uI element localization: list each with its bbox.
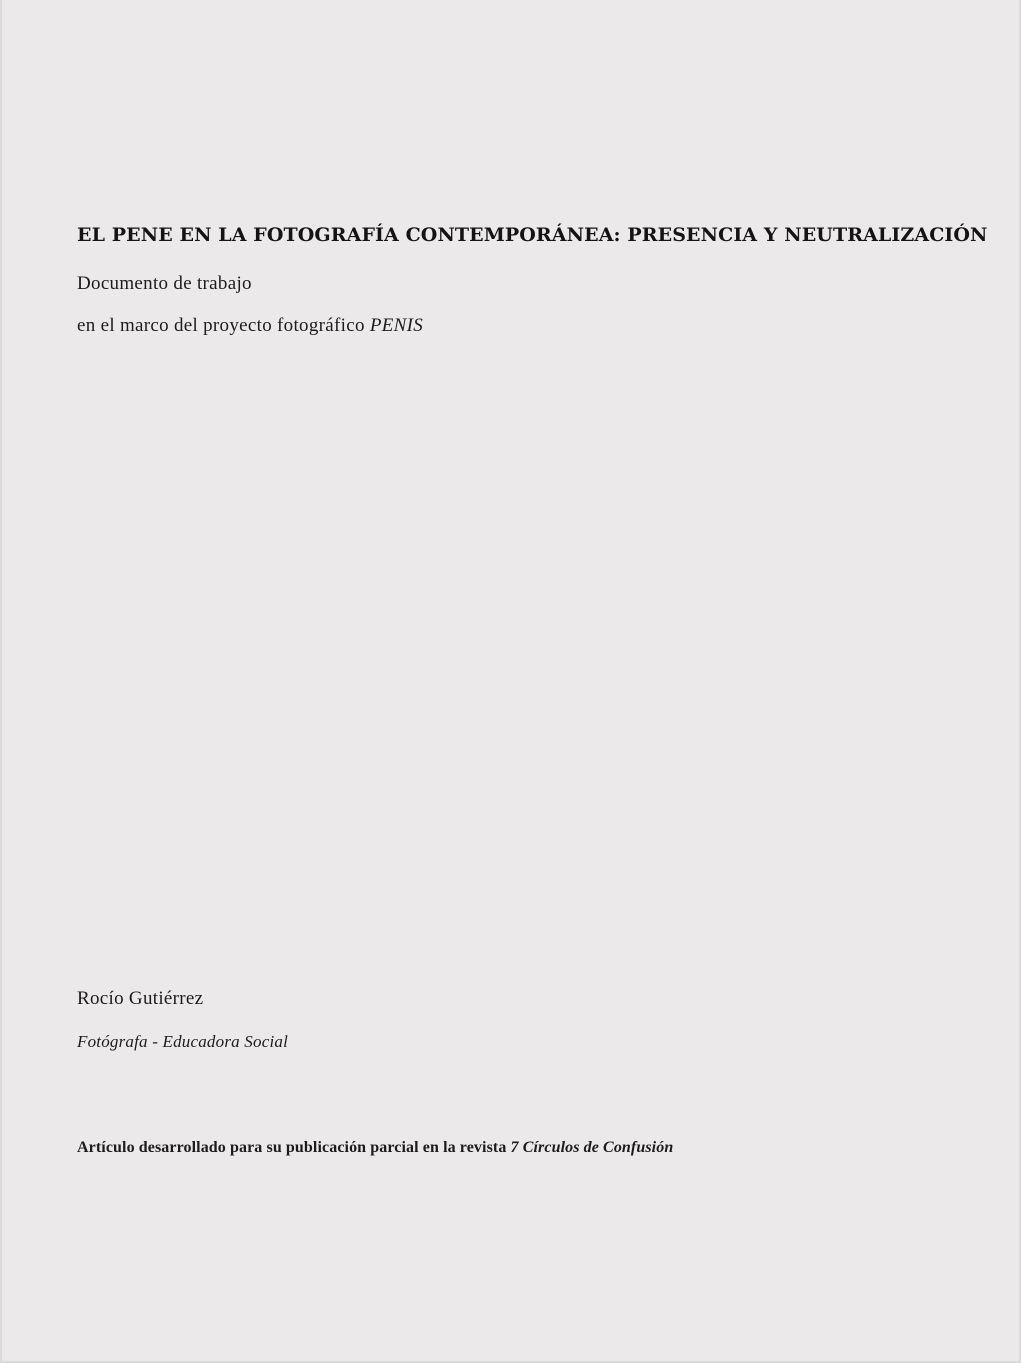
document-title: EL PENE EN LA FOTOGRAFÍA CONTEMPORÁNEA: PRESENCIA Y NEUTRALIZACIÓN <box>77 224 988 246</box>
project-context <box>77 315 423 337</box>
project-context-text: en el marco del proyecto fotográfico <box>77 315 370 336</box>
publication-note <box>77 1139 673 1157</box>
author-role: Fotógrafa - Educadora Social <box>77 1032 288 1051</box>
document-subtitle: Documento de trabajo <box>77 273 252 294</box>
magazine-name: 7 Círculos de Confusión <box>510 1139 674 1156</box>
publication-note-text: Artículo desarrollado para su publicación parcial en la revista <box>77 1139 511 1156</box>
project-name: PENIS <box>369 315 424 336</box>
author-name: Rocío Gutiérrez <box>77 988 204 1009</box>
